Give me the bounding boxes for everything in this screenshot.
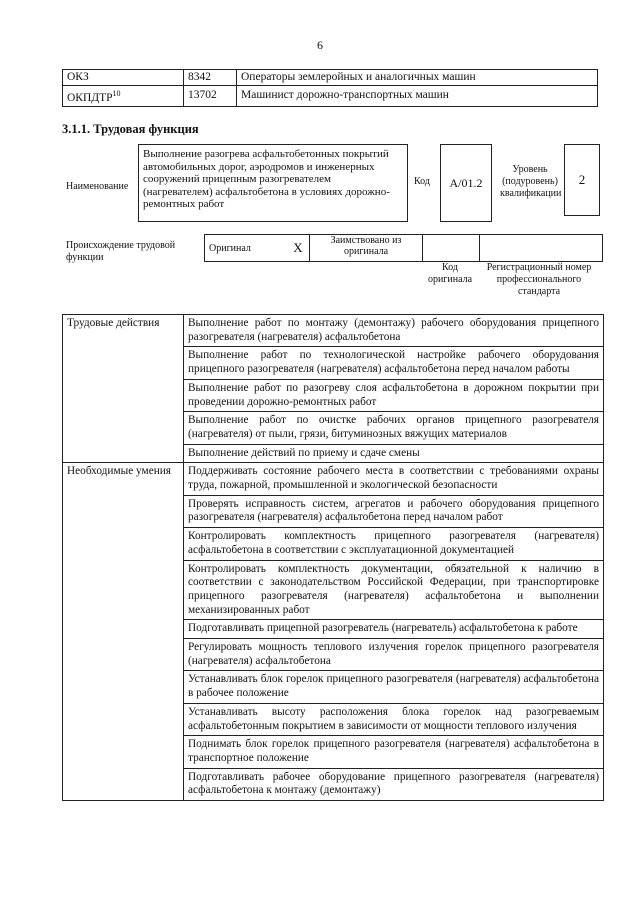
- origin-label: Происхождение трудовой функции: [66, 240, 176, 263]
- classifier-name: Операторы землеройных и аналогичных машин: [237, 70, 598, 86]
- table-row: [63, 86, 598, 107]
- list-item: Выполнение работ по разогреву слоя асфальтобетона в дорожном покрытии при проведении дорожно-ремонтных работ: [184, 379, 604, 411]
- name-label: Наименование: [66, 181, 129, 192]
- list-item: Подготавливать рабочее оборудование прицепного разогревателя (нагревателя) асфальтобетона к монтажу (демонтажу): [184, 768, 604, 800]
- list-item: Устанавливать блок горелок прицепного разогревателя (нагревателя) асфальтобетона в рабочее положение: [184, 671, 604, 703]
- list-item: Выполнение работ по технологической настройке рабочего оборудования прицепного разогревателя (нагревателя) асфальтобетона перед началом работы: [184, 347, 604, 379]
- classifier-name: Машинист дорожно-транспортных машин: [237, 86, 598, 107]
- list-item: Поднимать блок горелок прицепного разогревателя (нагревателя) асфальтобетона в транспортное положение: [184, 736, 604, 768]
- function-code: A/01.2: [440, 144, 492, 222]
- list-item: Выполнение действий по приему и сдаче смены: [184, 444, 604, 463]
- list-item: Контролировать комплектность прицепного разогревателя (нагревателя) асфальтобетона в соответствии с эксплуатационной документацией: [184, 528, 604, 560]
- qualification-level: 2: [564, 144, 600, 216]
- page-number: 6: [317, 38, 323, 52]
- classifier-code-cell: [63, 86, 184, 107]
- table-row: [63, 70, 598, 86]
- function-name: Выполнение разогрева асфальтобетонных покрытий автомобильных дорог, аэродромов и инженерных сооружений прицепным разогревателем (нагревателем) асфальтобетона в условиях дорожно-ремонтных работ: [138, 144, 408, 222]
- function-content-table: [62, 314, 604, 801]
- section-title: 3.1.1. Трудовая функция: [62, 122, 199, 136]
- borrowed-label: Заимствовано из оригинала: [310, 235, 423, 262]
- classifier-code: ОКЗ: [63, 70, 184, 86]
- classifier-value: 13702: [184, 86, 237, 107]
- list-item: Выполнение работ по очистке рабочих органов прицепного разогревателя (нагревателя) от пыли, грязи, битуминозных вяжущих материалов: [184, 412, 604, 444]
- table-row: [63, 463, 604, 495]
- classifier-codes-table: [62, 69, 598, 107]
- table-row: [205, 235, 603, 262]
- section-head: Трудовые действия: [63, 315, 184, 463]
- classifier-code: ОКПДТР: [67, 91, 113, 104]
- list-item: Подготавливать прицепной разогреватель (нагреватель) асфальтобетона к работе: [184, 620, 604, 639]
- original-label: Оригинал: [205, 235, 288, 262]
- footnote-ref: 10: [112, 89, 121, 98]
- level-label: Уровень (подуровень) квалификации: [500, 164, 562, 199]
- list-item: Поддерживать состояние рабочего места в соответствии с требованиями охраны труда, пожарной, промышленной и экологической безопасности: [184, 463, 604, 495]
- list-item: Регулировать мощность теплового излучения горелок прицепного разогревателя (нагревателя) асфальтобетона: [184, 639, 604, 671]
- table-row: [63, 315, 604, 347]
- classifier-value: 8342: [184, 70, 237, 86]
- original-mark: X: [287, 235, 310, 262]
- reg-number-cell: [480, 235, 603, 262]
- code-label: Код: [414, 176, 430, 187]
- origin-table: [204, 234, 603, 262]
- list-item: Устанавливать высоту расположения блока горелок над разогреваемым асфальтобетонным покрытием в зависимости от мощности теплового излучения: [184, 703, 604, 735]
- origin-code-label: Код оригинала: [427, 262, 473, 285]
- list-item: Контролировать комплектность документации, обязательной к наличию в соответствии с законодательством Российской Федерации, при транспортировке прицепного разогревателя (нагревателя) асфальтобетона и выполнении механизированных работ: [184, 560, 604, 620]
- list-item: Выполнение работ по монтажу (демонтажу) рабочего оборудования прицепного разогревателя (нагревателя) асфальтобетона: [184, 315, 604, 347]
- section-head: Необходимые умения: [63, 463, 184, 801]
- reg-number-label: Регистрационный номер профессионального стандарта: [486, 262, 592, 297]
- list-item: Проверять исправность систем, агрегатов и рабочего оборудования прицепного разогревателя (нагревателя) асфальтобетона перед началом работ: [184, 495, 604, 527]
- origin-code-cell: [423, 235, 480, 262]
